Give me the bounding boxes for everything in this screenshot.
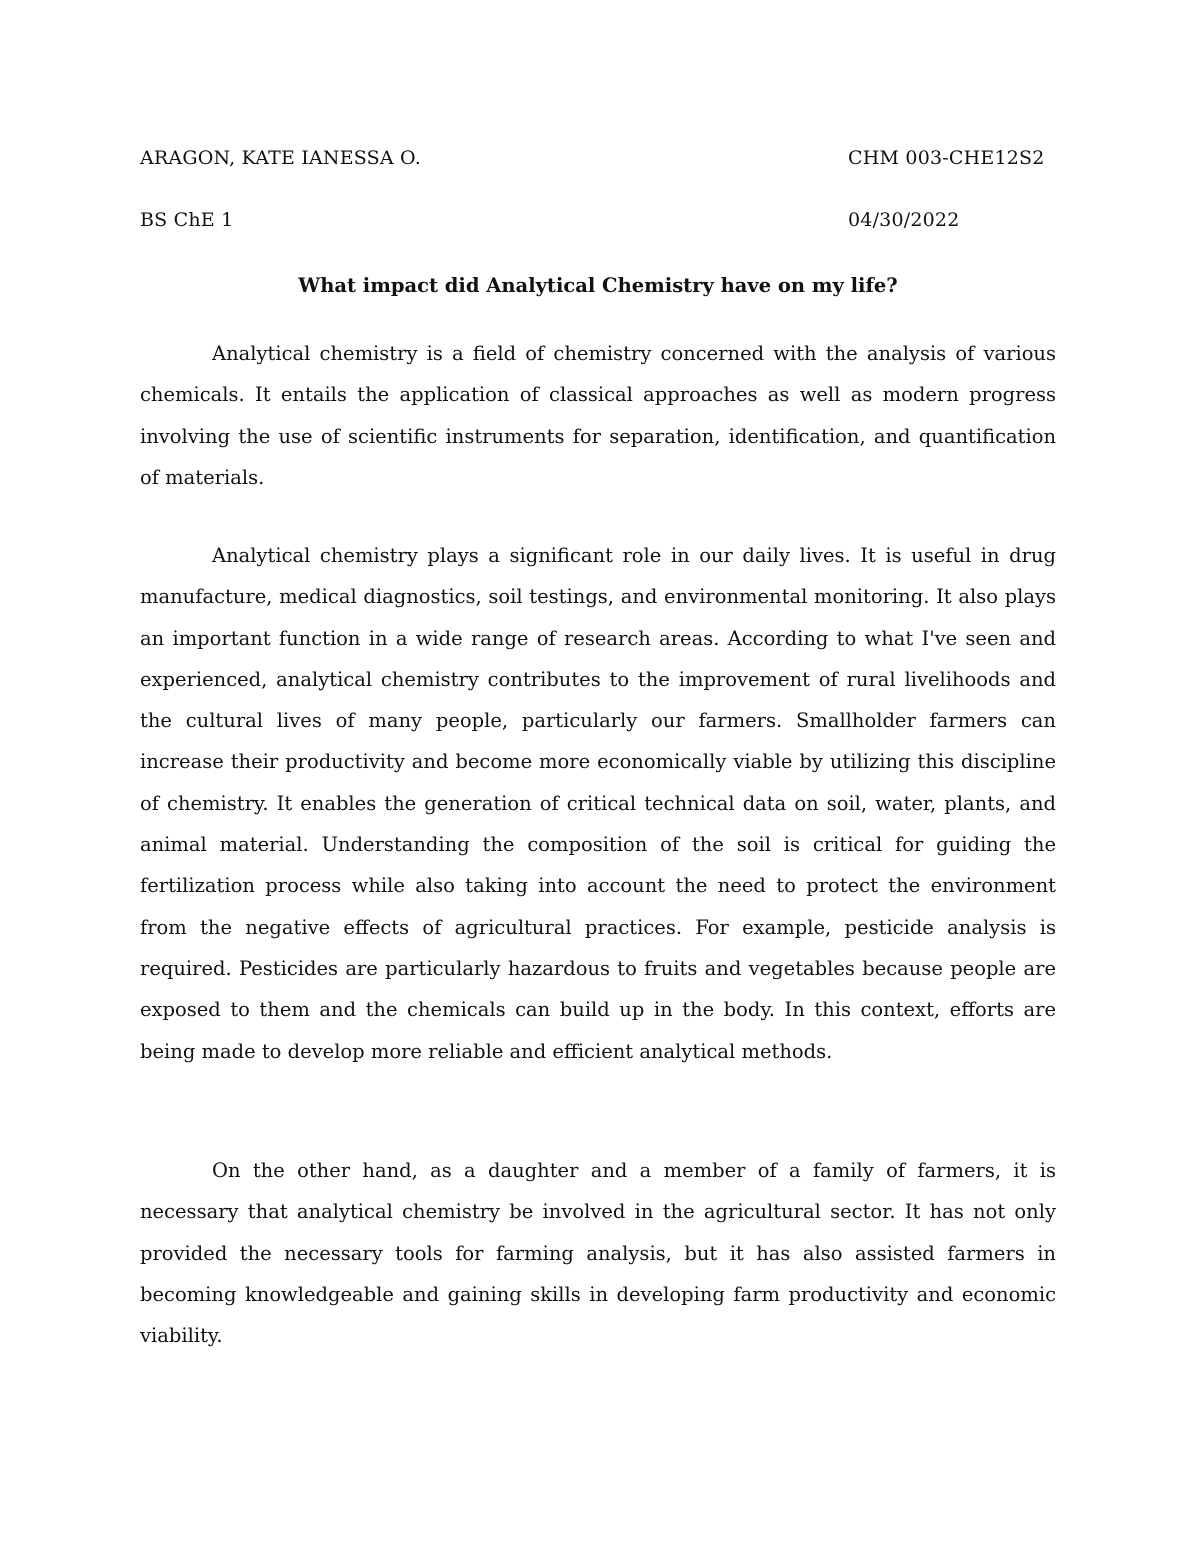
header-row-name-course xyxy=(140,146,1056,170)
course-code: CHM 003-CHE12S2 xyxy=(848,147,1045,169)
date: 04/30/2022 xyxy=(848,209,960,231)
program: BS ChE 1 xyxy=(140,209,234,231)
header-row-program-date xyxy=(140,208,1056,232)
student-name: ARAGON, KATE IANESSA O. xyxy=(140,147,421,169)
essay-title: What impact did Analytical Chemistry have on my life? xyxy=(298,274,898,297)
essay-paragraph-1: Analytical chemistry is a field of chemistry concerned with the analysis of various chemicals. It entails the application of classical approaches as well as modern progress involving the use of scientific instruments for separation, identification, and quantification of materials. xyxy=(140,342,1056,489)
essay-paragraph-3: On the other hand, as a daughter and a member of a family of farmers, it is necessary that analytical chemistry be involved in the agricultural sector. It has not only provided the necessary tools for farming analysis, but it has also assisted farmers in becoming knowledgeable and gaining skills in developing farm productivity and economic viability. xyxy=(140,1159,1056,1348)
essay-paragraph-2: Analytical chemistry plays a significant role in our daily lives. It is useful in drug manufacture, medical diagnostics, soil testings, and environmental monitoring. It also plays an important function in a wide range of research areas. According to what I've seen and experienced, analytical chemistry contributes to the improvement of rural livelihoods and the cultural lives of many people, particularly our farmers. Smallholder farmers can increase their productivity and become more economically viable by utilizing this discipline of chemistry. It enables the generation of critical technical data on soil, water, plants, and animal material. Understanding the composition of the soil is critical for guiding the fertilization process while also taking into account the need to protect the environment from the negative effects of agricultural practices. For example, pesticide analysis is required. Pesticides are particularly hazardous to fruits and vegetables because people are exposed to them and the chemicals can build up in the body. In this context, efforts are being made to develop more reliable and efficient analytical methods. xyxy=(140,544,1056,1063)
